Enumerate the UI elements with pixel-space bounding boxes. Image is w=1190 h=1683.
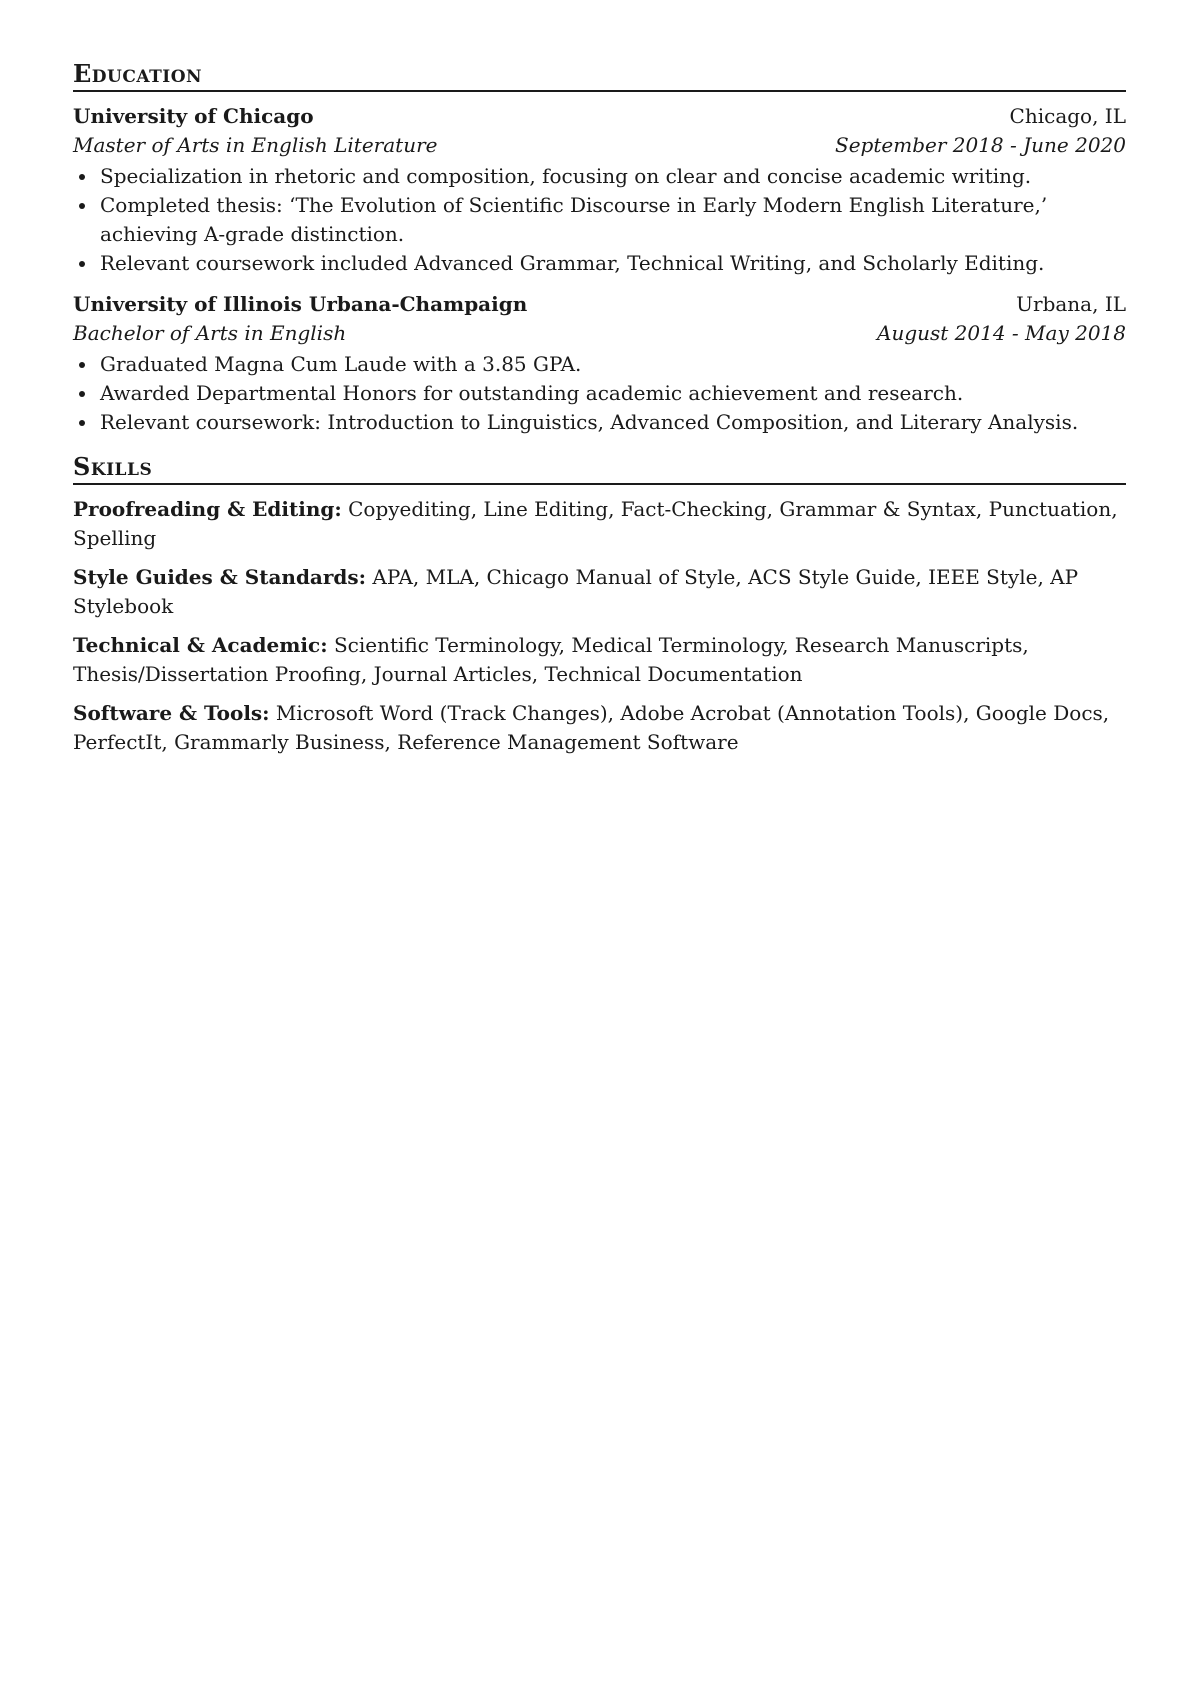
bullet-icon: [79, 362, 85, 368]
list-item: [73, 191, 1126, 249]
institution-location: Chicago, IL: [1009, 104, 1126, 128]
bullet-icon: [79, 391, 85, 397]
bullet-text: Relevant coursework included Advanced Grammar, Technical Writing, and Scholarly Editing.: [100, 251, 1045, 275]
degree-title: Bachelor of Arts in English: [73, 321, 347, 345]
entry-subheader-row: [73, 131, 1126, 160]
entry-bullet-list: [73, 350, 1126, 437]
education-entry: [73, 290, 1126, 437]
education-heading: Education: [73, 62, 1126, 92]
bullet-text: Graduated Magna Cum Laude with a 3.85 GPA.: [100, 352, 582, 376]
list-item: [73, 162, 1126, 191]
bullet-icon: [79, 261, 85, 267]
bullet-icon: [79, 174, 85, 180]
list-item: [73, 249, 1126, 278]
skill-label: Technical & Academic:: [73, 633, 328, 657]
degree-dates: August 2014 - May 2018: [877, 321, 1126, 345]
skill-text: APA, MLA, Chicago Manual of Style, ACS Style Guide, IEEE Style, AP Stylebook: [73, 565, 1079, 618]
list-item: [73, 350, 1126, 379]
skill-item: [73, 631, 1126, 689]
bullet-icon: [79, 420, 85, 426]
entry-bullet-list: [73, 162, 1126, 278]
skill-text: Copyediting, Line Editing, Fact-Checking, Grammar & Syntax, Punctuation, Spelling: [73, 497, 1118, 550]
bullet-text: Awarded Departmental Honors for outstanding academic achievement and research.: [100, 381, 964, 405]
skill-label: Software & Tools:: [73, 701, 270, 725]
entry-header-row: [73, 290, 1126, 319]
institution-name: University of Illinois Urbana-Champaign: [73, 292, 528, 316]
skill-text: Microsoft Word (Track Changes), Adobe Acrobat (Annotation Tools), Google Docs, PerfectIt, Grammarly Business, Reference Management Software: [73, 701, 1110, 754]
bullet-text: Specialization in rhetoric and composition, focusing on clear and concise academic writing.: [100, 164, 1032, 188]
degree-dates: September 2018 - June 2020: [835, 133, 1126, 157]
resume-page: [73, 59, 1126, 757]
bullet-icon: [79, 203, 85, 209]
skill-item: [73, 699, 1126, 757]
institution-location: Urbana, IL: [1016, 292, 1126, 316]
skill-label: Proofreading & Editing:: [73, 497, 342, 521]
degree-title: Master of Arts in English Literature: [73, 133, 438, 157]
entry-subheader-row: [73, 319, 1126, 348]
skill-text: Scientific Terminology, Medical Terminology, Research Manuscripts, Thesis/Dissertation Proofing, Journal Articles, Technical Documentation: [73, 633, 1029, 686]
entry-header-row: [73, 102, 1126, 131]
skill-item: [73, 495, 1126, 553]
institution-name: University of Chicago: [73, 104, 314, 128]
education-section: [73, 59, 1126, 437]
bullet-text: Relevant coursework: Introduction to Linguistics, Advanced Composition, and Literary Analysis.: [100, 410, 1079, 434]
list-item: [73, 408, 1126, 437]
education-entry: [73, 102, 1126, 278]
list-item: [73, 379, 1126, 408]
skill-label: Style Guides & Standards:: [73, 565, 367, 589]
skill-item: [73, 563, 1126, 621]
bullet-text: Completed thesis: ‘The Evolution of Scientific Discourse in Early Modern English Literature,’ achieving A-grade distinction.: [100, 193, 1048, 246]
skills-heading: Skills: [73, 455, 1126, 485]
skills-section: [73, 452, 1126, 757]
